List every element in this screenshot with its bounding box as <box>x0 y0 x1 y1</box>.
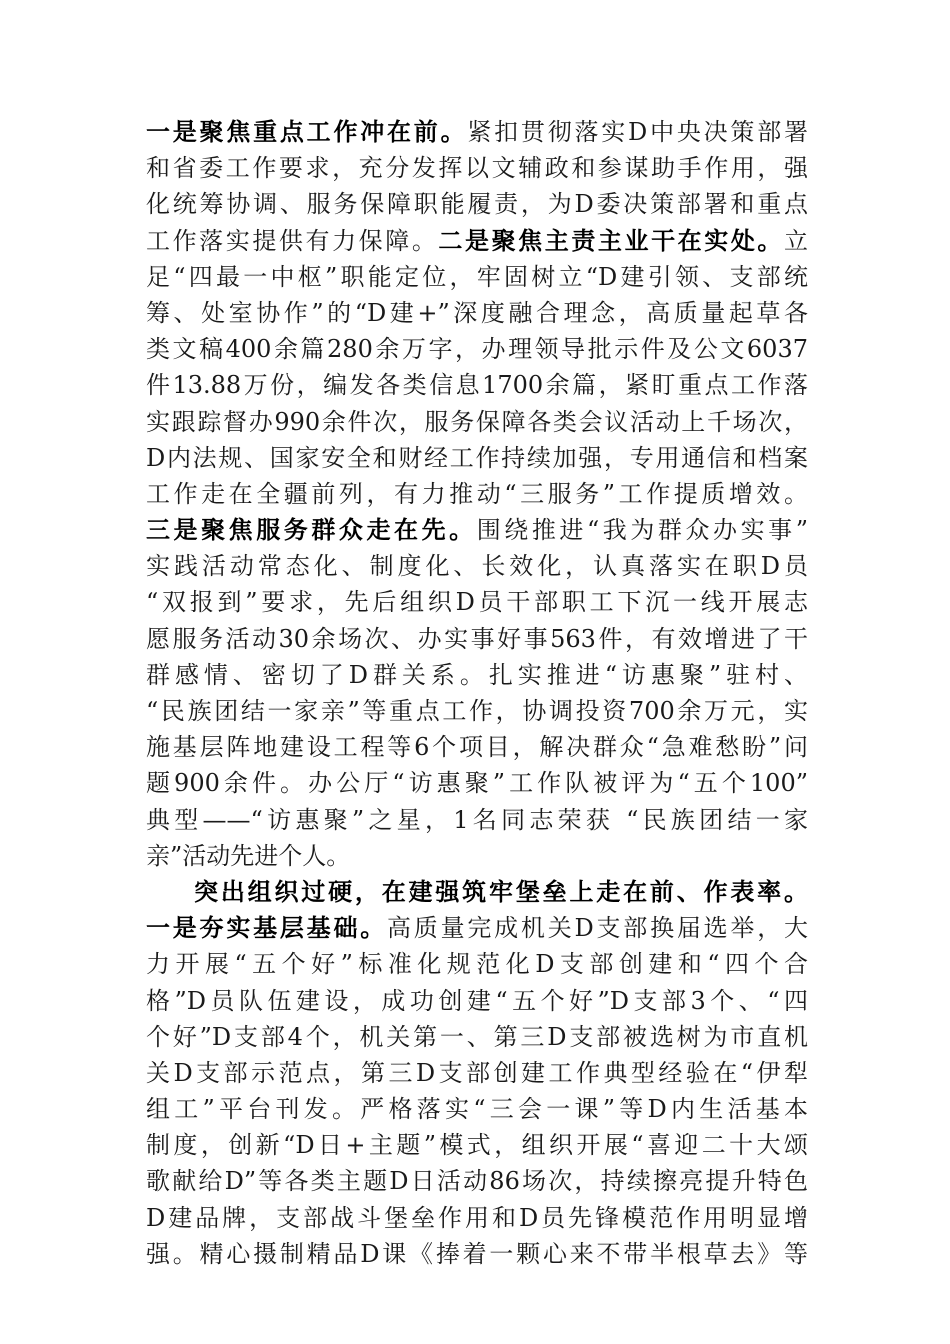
text-run: 组工”平台刊发。严格落实“三会一课”等D内生活基本 <box>146 1095 808 1124</box>
text-run: 紧扣贯彻落实D中央决策部署 <box>467 118 808 146</box>
bold-text-run: 二是聚焦主责主业干在实处。 <box>438 225 785 255</box>
text-line <box>146 983 808 1019</box>
text-line <box>146 802 808 838</box>
text-run: 个好”D支部4个，机关第一、第三D支部被选树为市直机 <box>146 1022 808 1051</box>
text-line <box>146 1127 808 1163</box>
text-run: 件13.88万份，编发各类信息1700余篇，紧盯重点工作落 <box>146 371 808 400</box>
text-run: “双报到”要求，先后组织D员干部职工下沉一线开展志 <box>146 588 808 617</box>
text-line <box>146 693 808 729</box>
text-run: 关D支部示范点，第三D支部创建工作典型经验在“伊犁 <box>146 1058 808 1087</box>
document-page <box>146 114 808 1272</box>
text-line <box>146 874 808 910</box>
text-line <box>146 657 808 693</box>
text-run: 题900余件。办公厅“访惠聚”工作队被评为“五个100” <box>146 769 808 798</box>
text-run: 典型——“访惠聚”之星，1名同志荣获 “民族团结一家 <box>146 805 808 834</box>
text-run: 化统筹协调、服务保障职能履责，为D委决策部署和重点 <box>146 190 808 219</box>
text-line <box>146 186 808 222</box>
bold-text-run: 一是聚焦重点工作冲在前。 <box>146 117 468 146</box>
text-run: 高质量完成机关D支部换届选举，大 <box>387 914 808 943</box>
text-run: 类文稿400余篇280余万字，办理领导批示件及公文6037 <box>146 335 808 364</box>
bold-text-run: 突出组织过硬，在建强筑牢堡垒上走在前、作表率。 <box>194 876 808 906</box>
text-run: 群感情、密切了D群关系。扎实推进“访惠聚”驻村、 <box>146 660 808 689</box>
text-run: 足“四最一中枢”职能定位，牢固树立“D建引领、支部统 <box>146 262 808 291</box>
text-run: 筹、处室协作”的“D建+”深度融合理念，高质量起草各 <box>146 298 808 327</box>
text-line <box>146 621 808 657</box>
text-line <box>146 584 808 620</box>
text-run: 实跟踪督办990余件次，服务保障各类会议活动上千场次， <box>146 407 808 436</box>
text-line <box>146 946 808 982</box>
text-line <box>146 114 808 150</box>
text-line <box>146 512 808 548</box>
text-run: 亲”活动先进个人。 <box>146 841 351 870</box>
text-line <box>146 404 808 440</box>
text-line <box>146 765 808 801</box>
text-run: 实践活动常态化、制度化、长效化，认真落实在职D员 <box>146 552 808 581</box>
text-line <box>146 1091 808 1127</box>
text-run: 围绕推进“我为群众办实事” <box>476 516 808 545</box>
text-run: D内法规、国家安全和财经工作持续加强，专用通信和档案 <box>146 443 808 472</box>
text-run: 施基层阵地建设工程等6个项目，解决群众“急难愁盼”问 <box>146 733 808 762</box>
text-run: D建品牌，支部战斗堡垒作用和D员先锋模范作用明显增 <box>146 1203 808 1232</box>
text-run: 和省委工作要求，充分发挥以文辅政和参谋助手作用，强 <box>146 154 808 183</box>
text-line <box>146 476 808 512</box>
text-run: “民族团结一家亲”等重点工作，协调投资700余万元，实 <box>146 697 808 725</box>
bold-text-run: 一是夯实基层基础。 <box>146 913 388 943</box>
text-line <box>146 331 808 367</box>
text-line <box>146 729 808 765</box>
text-line <box>146 1163 808 1199</box>
text-run: 力开展“五个好”标准化规范化D支部创建和“四个合 <box>146 950 808 979</box>
text-line <box>146 223 808 259</box>
text-line <box>146 1019 808 1055</box>
text-line <box>146 440 808 476</box>
text-line <box>146 548 808 584</box>
text-run: 格”D员队伍建设，成功创建“五个好”D支部3个、“四 <box>146 986 808 1015</box>
text-line <box>146 367 808 403</box>
text-line <box>146 838 808 874</box>
text-line <box>146 910 808 946</box>
text-run: 强。精心摄制精品D课《捧着一颗心来不带半根草去》等 <box>146 1239 808 1268</box>
text-run: 愿服务活动30余场次、办实事好事563件，有效增进了干 <box>146 624 808 653</box>
text-line <box>146 1236 808 1272</box>
text-run: 工作走在全疆前列，有力推动“三服务”工作提质增效。 <box>146 479 808 508</box>
text-line <box>146 1200 808 1236</box>
text-run: 立 <box>784 226 809 255</box>
text-run: 工作落实提供有力保障。 <box>146 226 439 255</box>
text-line <box>146 1055 808 1091</box>
text-line <box>146 150 808 186</box>
text-run: 制度，创新“D日+主题”模式，组织开展“喜迎二十大颂 <box>146 1131 808 1160</box>
text-run: 歌献给D”等各类主题D日活动86场次，持续擦亮提升特色 <box>146 1167 808 1196</box>
bold-text-run: 三是聚焦服务群众走在先。 <box>146 515 477 545</box>
text-line <box>146 295 808 331</box>
text-line <box>146 259 808 295</box>
